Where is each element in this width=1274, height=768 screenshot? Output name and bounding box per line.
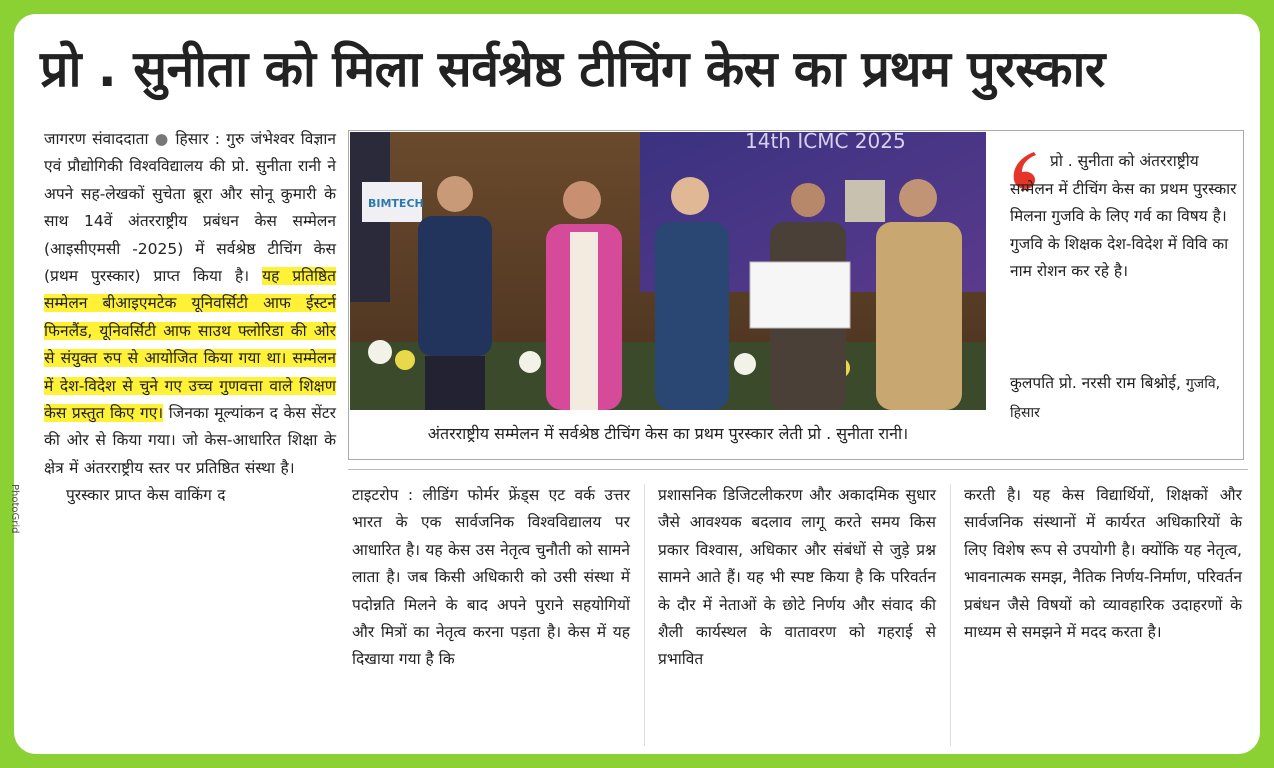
award-paragraph: पुरस्कार प्राप्त केस वाकिंग द bbox=[66, 486, 226, 505]
headline: प्रो . सुनीता को मिला सर्वश्रेष्ठ टीचिंग केस का प्रथम पुरस्कार bbox=[40, 40, 1105, 98]
article-column-2: टाइटरोप : लीडिंग फोर्मर फ्रेंड्स एट वर्क उत्तर भारत के एक सार्वजनिक विश्वविद्यालय पर आधारित है। यह केस उस नेतृत्व चुनौती को सामने लाता है। जब किसी अधिकारी को उसी संस्था में पदोन्नति मिलने के बाद अपने पुराने सहयोगियों और मित्रों का नेतृत्व करना पड़ता है। केस में यह दिखाया गया है कि bbox=[352, 486, 630, 669]
photo-caption: अंतरराष्ट्रीय सम्मेलन में सर्वश्रेष्ठ टीचिंग केस का प्रथम पुरस्कार लेती प्रो . सुनीता रानी। bbox=[427, 424, 909, 443]
article-column-1 bbox=[44, 126, 336, 510]
divider bbox=[348, 469, 1248, 470]
attribution-name: कुलपति प्रो. नरसी राम बिश्नोई, bbox=[1010, 374, 1181, 392]
column-divider bbox=[644, 484, 645, 746]
quote-attribution bbox=[1010, 370, 1240, 427]
banner-text: 14th ICMC 2025 bbox=[745, 129, 906, 153]
attribution-place: गुजवि, हिसार bbox=[1010, 376, 1221, 421]
article-column-3: प्रशासनिक डिजिटलीकरण और अकादमिक सुधार जैसे आवश्यक बदलाव लागू करते समय किस प्रकार विश्वास, अधिकार और संबंधों से जुड़े प्रश्न सामने आते हैं। यह भी स्पष्ट किया है कि परिवर्तन के दौर में नेताओं के छोटे निर्णय और संवाद की शैली कार्यस्थल के वातावरण को गहराई से प्रभावित bbox=[658, 486, 936, 669]
backdrop-logo: BIMTECH bbox=[368, 197, 424, 210]
article-column-4: करती है। यह केस विद्यार्थियों, शिक्षकों और सार्वजनिक संस्थानों में कार्यरत अधिकारियों के लिए विशेष रूप से उपयोगी है। क्योंकि यह नेतृत्व, भावनात्मक समझ, नैतिक निर्णय-निर्माण, परिवर्तन प्रबंधन जैसे विषयों को व्यावहारिक उदाहरणों के माध्यम से समझने में मदद करता है। bbox=[964, 486, 1242, 642]
column-divider bbox=[950, 484, 951, 746]
screen-portrait bbox=[845, 180, 885, 222]
highlighted-text: यह प्रतिष्ठित सम्मेलन बीआइएमटेक यूनिवर्सिटी आफ ईस्टर्न फिनलैंड, यूनिवर्सिटी आफ साउथ फ्लोरिडा की ओर से संयुक्त रुप से आयोजित किया गया था। सम्मेलन में देश-विदेश से चुने गए उच्च गुणवत्ता वाले शिक्षण केस प्रस्तुत किए गए। bbox=[44, 267, 336, 423]
vc-quote: प्रो . सुनीता को अंतरराष्ट्रीय सम्मेलन में टीचिंग केस का प्रथम पुरस्कार मिलना गुजवि के लिए गर्व का विषय है। गुजवि के शिक्षक देश-विदेश में विवि का नाम रोशन कर रहे है। bbox=[1010, 152, 1237, 281]
watermark: PhotoGrid bbox=[9, 484, 20, 534]
award-photo bbox=[350, 129, 986, 410]
evaluation-text: जिनका मूल्यांकन द केस सेंटर की ओर से किया गया। जो केस-आधारित शिक्षा के क्षेत्र में अंतरराष्ट्रीय स्तर पर प्रतिष्ठित संस्था है। bbox=[44, 404, 336, 477]
newspaper-clipping bbox=[9, 14, 1260, 754]
dateline: जागरण संवाददाता bbox=[44, 130, 149, 148]
intro-text: हिसार : गुरु जंभेश्वर विज्ञान एवं प्रौद्योगिकी विश्वविद्यालय की प्रो. सुनीता रानी ने अपने सह-लेखकों सुचेता ब्रूरा और सोनू कुमारी के साथ 14वें अंतरराष्ट्रीय प्रबंधन केस सम्मेलन (आइसीएमसी -2025) में सर्वश्रेष्ठ टीचिंग केस (प्रथम पुरस्कार) प्राप्त किया है। bbox=[44, 130, 336, 286]
dateline-bullet: ● bbox=[154, 130, 170, 148]
certificate bbox=[750, 262, 850, 328]
